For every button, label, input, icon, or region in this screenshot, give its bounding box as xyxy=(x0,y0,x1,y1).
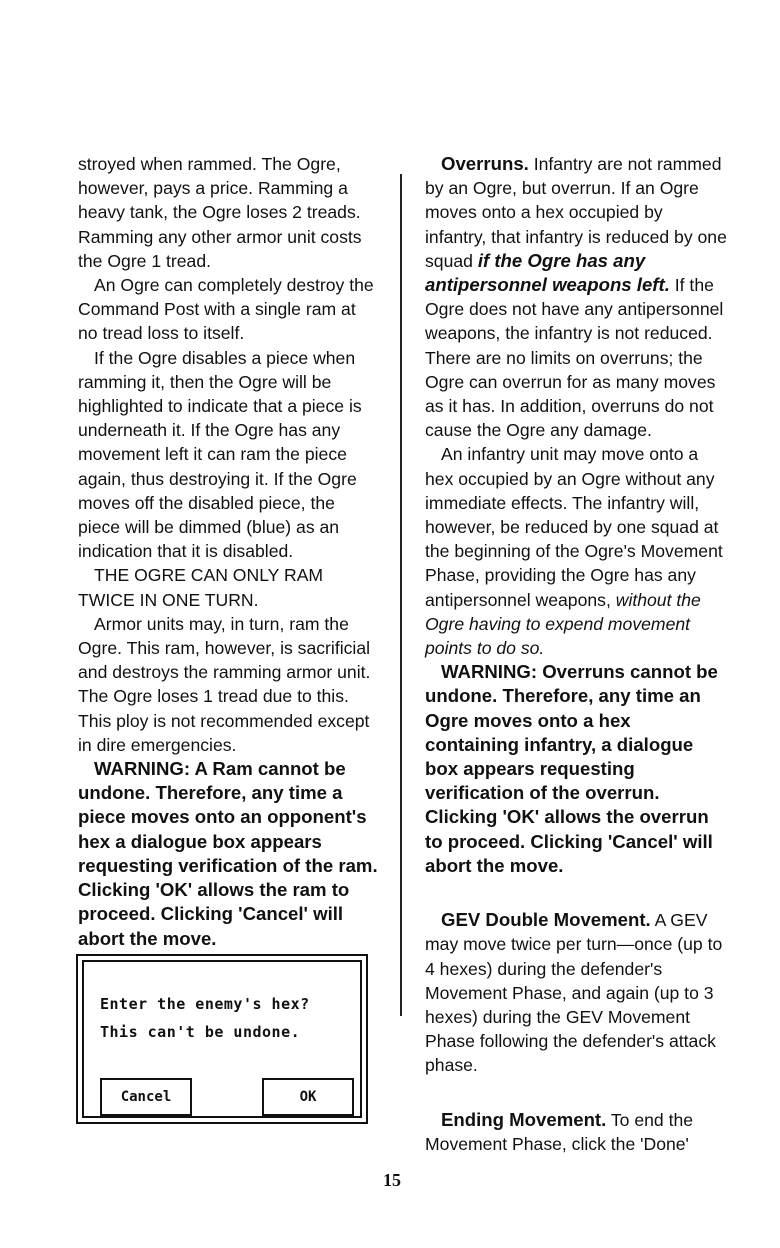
spacer xyxy=(425,878,727,908)
overruns-paragraph-2 xyxy=(425,442,727,660)
ram-paragraph-4: THE OGRE CAN ONLY RAM TWICE IN ONE TURN. xyxy=(78,565,324,610)
overruns-text-b: If the Ogre does not have any antipersonnel weapons, the infantry is not reduced. There are no limits on overruns; the Ogre can overrun for as many moves as it has. In addition, overruns do not cause the Ogre any damage. xyxy=(425,275,724,441)
overruns-emphasis: if the Ogre has any antipersonnel weapons left. xyxy=(425,249,670,296)
ending-paragraph xyxy=(425,1108,727,1156)
cancel-button[interactable]: Cancel xyxy=(100,1078,192,1116)
ending-text: To end the Movement Phase, click the 'Done' xyxy=(425,1109,694,1154)
right-column xyxy=(425,152,727,1156)
ram-paragraph-5: Armor units may, in turn, ram the Ogre. This ram, however, is sacrificial and destroys the ramming armor unit. The Ogre loses 1 tread due to this. This ploy is not recommended except in dire emergencies. xyxy=(78,613,371,755)
ram-paragraph-3: If the Ogre disables a piece when ramming it, then the Ogre will be highlighted to indicate that a piece is underneath it. If the Ogre has any movement left it can ram the piece again, thus destroying it. If the Ogre moves off the disabled piece, the piece will be dimmed (blue) as an indication that it is disabled. xyxy=(78,347,362,562)
confirm-dialog xyxy=(76,954,368,1124)
ending-heading: Ending Movement. xyxy=(441,1108,607,1130)
dialog-message xyxy=(100,990,310,1046)
column-divider xyxy=(400,174,402,1016)
overruns-heading: Overruns. xyxy=(441,153,529,174)
ram-paragraph-2: An Ogre can completely destroy the Command Post with a single ram at no tread loss to itself. xyxy=(78,275,374,344)
dialog-frame xyxy=(82,960,362,1118)
gev-heading: GEV Double Movement. xyxy=(441,909,651,931)
spacer xyxy=(425,1078,727,1108)
gev-paragraph xyxy=(425,908,727,1077)
ok-button[interactable]: OK xyxy=(262,1078,354,1116)
overruns-paragraph-1 xyxy=(425,152,727,442)
overruns-text-a: Infantry are not rammed by an Ogre, but overrun. If an Ogre moves onto a hex occupied by infantry, that infantry is reduced by one squad xyxy=(425,154,727,271)
dialog-line-1: Enter the enemy's hex? xyxy=(100,995,310,1013)
dialog-line-2: This can't be undone. xyxy=(100,1023,301,1041)
overruns-warning: WARNING: Overruns cannot be undone. Therefore, any time an Ogre moves onto a hex containing infantry, a dialogue box appears requesting verification of the overrun. Clicking 'OK' allows the overrun to proceed. Clicking 'Cancel' will abort the move. xyxy=(425,661,718,876)
gev-text: A GEV may move twice per turn—once (up to 4 hexes) during the defender's Movement Phase, and again (up to 3 hexes) during the GEV Movement Phase following the defender's attack phase. xyxy=(425,910,723,1076)
ram-paragraph-1: stroyed when rammed. The Ogre, however, pays a price. Ramming a heavy tank, the Ogre loses 2 treads. Ramming any other armor unit costs the Ogre 1 tread. xyxy=(78,154,362,271)
left-column xyxy=(78,152,380,951)
page-number: 15 xyxy=(383,1170,401,1190)
ram-warning: WARNING: A Ram cannot be undone. Therefore, any time a piece moves onto an opponent's hex a dialogue box appears requesting verification of the ram. Clicking 'OK' allows the ram to proceed. Clicking 'Cancel' will abort the move. xyxy=(78,758,378,949)
overruns-p2-text: An infantry unit may move onto a hex occupied by an Ogre without any immediate effects. The infantry will, however, be reduced by one squad at the beginning of the Ogre's Movement Phase, providing the Ogre has any antipersonnel weapons, xyxy=(425,444,723,610)
overruns-p2-italic: without the Ogre having to expend movement points to do so. xyxy=(425,589,701,659)
